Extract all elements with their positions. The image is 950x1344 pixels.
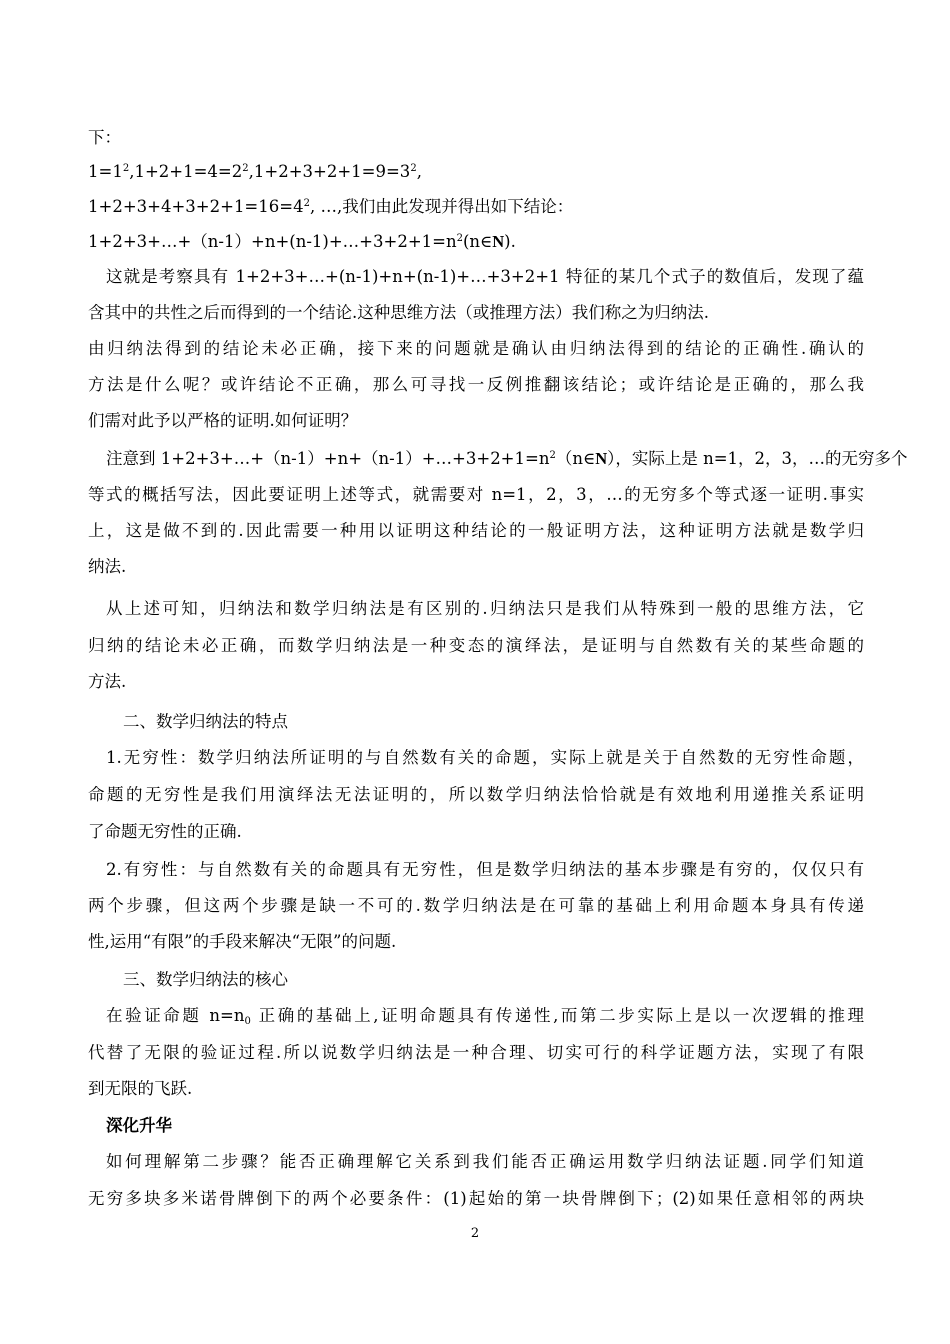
paragraph-1-line-1: 这就是考察具有 1+2+3+…+(n-1)+n+(n-1)+…+3+2+1 特征的某几个式子的数值后，发现了蕴: [106, 267, 864, 286]
paragraph-4-line-3: 方法.: [88, 672, 127, 691]
paragraph-3-line-4: 纳法.: [88, 557, 127, 576]
deepen-heading: 深化升华: [106, 1116, 172, 1135]
paragraph-3-line-2: 等式的概括写法，因此要证明上述等式，就需要对 n=1，2，3，…的无穷多个等式逐一证明.事实: [88, 485, 864, 504]
equation-line-1: $1=1^2,1+2+1=4=2^2,1+2+3+2+1=9=3^2$,: [88, 162, 422, 181]
equation-line-2: $1+2+3+4+3+2+1=16=4^2$, …,我们由此发现并得出如下结论：: [88, 197, 574, 216]
paragraph-2-line-2: 方法是什么呢？或许结论不正确，那么可寻找一反例推翻该结论；或许结论是正确的，那么我: [88, 375, 864, 394]
paragraph-7-line-3: 到无限的飞跃.: [88, 1079, 193, 1098]
page-number: 2: [470, 1226, 480, 1241]
paragraph-6-line-1: 2.有穷性：与自然数有关的命题具有无穷性，但是数学归纳法的基本步骤是有穷的，仅仅只有: [106, 860, 864, 879]
paragraph-5-line-1: 1.无穷性：数学归纳法所证明的与自然数有关的命题，实际上就是关于自然数的无穷性命题，: [106, 748, 864, 767]
paragraph-5-line-2: 命题的无穷性是我们用演绎法无法证明的，所以数学归纳法恰恰就是有效地利用递推关系证明: [88, 785, 864, 804]
paragraph-2-line-3: 们需对此予以严格的证明.如何证明？: [88, 411, 358, 430]
section-2-heading: 二、数学归纳法的特点: [123, 712, 288, 731]
paragraph-6-line-2: 两个步骤，但这两个步骤是缺一不可的.数学归纳法是在可靠的基础上利用命题本身具有传递: [88, 896, 864, 915]
equation-line-3: $1+2+3+\dots+(n-1)+n+(n-1)+\dots+3+2+1=n^2(n\in N)$.: [88, 232, 516, 251]
paragraph-8-line-2: 无穷多块多米诺骨牌倒下的两个必要条件：(1)起始的第一块骨牌倒下；(2)如果任意相邻的两块: [88, 1189, 864, 1208]
paragraph-1-line-2: 含其中的共性之后而得到的一个结论.这种思维方法（或推理方法）我们称之为归纳法.: [88, 303, 709, 322]
paragraph-5-line-3: 了命题无穷性的正确.: [88, 822, 242, 841]
intro-line: 下：: [88, 128, 121, 147]
paragraph-2-line-1: 由归纳法得到的结论未必正确，接下来的问题就是确认由归纳法得到的结论的正确性.确认的: [88, 339, 864, 358]
paragraph-7-line-2: 代替了无限的验证过程.所以说数学归纳法是一种合理、切实可行的科学证题方法，实现了有限: [88, 1043, 864, 1062]
paragraph-4-line-1: 从上述可知，归纳法和数学归纳法是有区别的.归纳法只是我们从特殊到一般的思维方法，它: [106, 599, 864, 618]
paragraph-6-line-3: 性,运用“有限”的手段来解决“无限”的问题.: [88, 932, 397, 951]
paragraph-4-line-2: 归纳的结论未必正确，而数学归纳法是一种变态的演绎法，是证明与自然数有关的某些命题的: [88, 636, 864, 655]
paragraph-8-line-1: 如何理解第二步骤？能否正确理解它关系到我们能否正确运用数学归纳法证题.同学们知道: [106, 1152, 864, 1171]
section-3-heading: 三、数学归纳法的核心: [123, 970, 288, 989]
paragraph-7-line-1: 在验证命题 $n=n_0$ 正确的基础上,证明命题具有传递性,而第二步实际上是以一次逻辑的推理: [106, 1006, 864, 1027]
paragraph-3-line-1: 注意到 $1+2+3+\dots+(n-1)+n+(n-1)+\dots+3+2+1=n^2(n\in N)$，实际上是 n=1，2，3，…的无穷多个: [106, 449, 908, 468]
paragraph-3-line-3: 上，这是做不到的.因此需要一种用以证明这种结论的一般证明方法，这种证明方法就是数学归: [88, 521, 864, 540]
